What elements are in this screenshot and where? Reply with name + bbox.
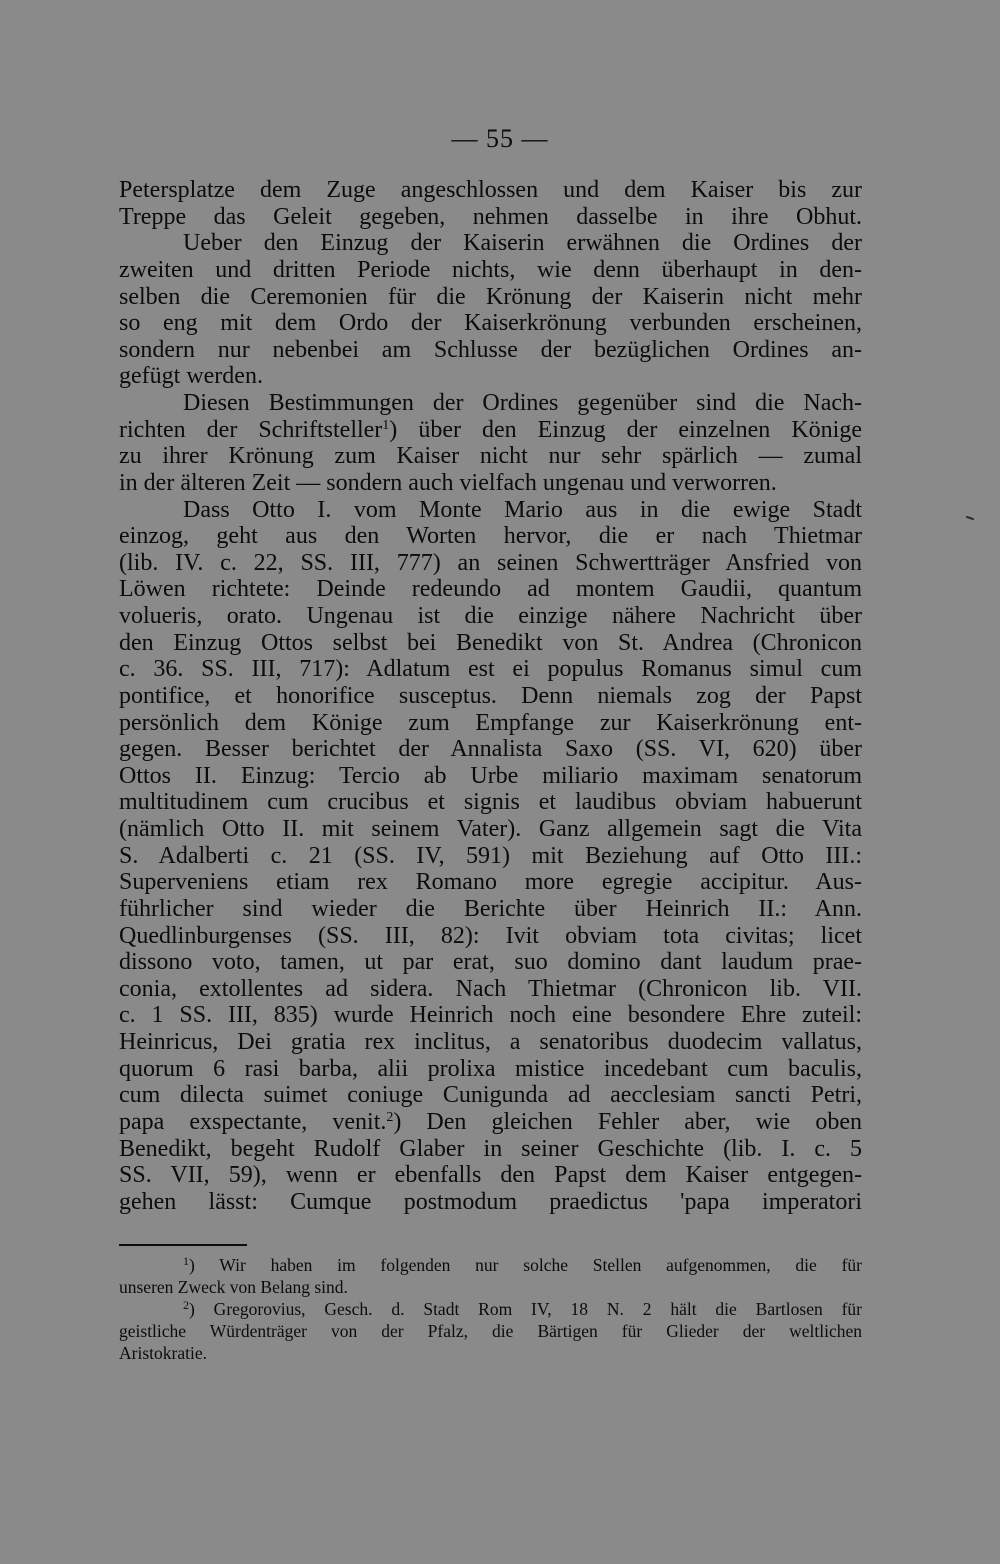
text-line [119, 523, 862, 550]
text-line-content: einzog, geht aus den Worten hervor, die er nach Thietmar [119, 523, 862, 550]
text-line [119, 497, 862, 524]
text-line-content: pontifice, et honorifice susceptus. Denn niemals zog der Papst [119, 682, 862, 709]
text-line [119, 603, 862, 630]
text-line [119, 1056, 862, 1083]
text-line-content: multitudinem cum crucibus et signis et laudibus obviam habuerunt [119, 789, 862, 816]
text-line-content: Heinricus, Dei gratia rex inclitus, a senatoribus duodecim vallatus, [119, 1029, 862, 1055]
text-line [119, 736, 862, 763]
text-line [119, 1162, 862, 1189]
text-line-content: persönlich dem Könige zum Empfange zur Kaiserkrönung ent- [119, 709, 862, 736]
text-line-content: dissono voto, tamen, ut par erat, suo domino dant laudum prae- [119, 949, 862, 976]
text-line-content: Löwen richtete: Deinde redeundo ad montem Gaudii, quantum [119, 576, 862, 603]
text-line [119, 683, 862, 710]
text-line-content: c. 1 SS. III, 835) wurde Heinrich noch eine besondere Ehre zuteil: [119, 1002, 862, 1029]
scan-speck [966, 516, 974, 521]
text-line [119, 230, 862, 257]
footnote-text: ) Gregorovius, Gesch. d. Stadt Rom IV, 18 N. 2 hält die Bartlosen für [189, 1299, 862, 1320]
text-line [119, 789, 862, 816]
text-line-content: Superveniens etiam rex Romano more egregie accipitur. Aus- [119, 869, 862, 896]
text-line-content: sondern nur nebenbei am Schlusse der bezüglichen Ordines an- [119, 336, 862, 363]
text-line [119, 1109, 862, 1136]
text-line-content: gefügt werden. [119, 363, 263, 390]
text-line-content: zu ihrer Krönung zum Kaiser nicht nur sehr spärlich — zumal [119, 443, 862, 470]
footnote-number: 2 [183, 1298, 189, 1313]
footnote-text: ) Wir haben im folgenden nur solche Stellen aufgenommen, die für [189, 1255, 862, 1275]
text-line-continuation: ) über den Einzug der einzelnen Könige [389, 416, 862, 443]
text-line [119, 896, 862, 923]
text-line-content: gegen. Besser berichtet der Annalista Saxo (SS. VI, 620) über [119, 736, 862, 763]
footnote-line [119, 1298, 862, 1320]
text-line [119, 257, 862, 284]
text-line-content: Petersplatze dem Zuge angeschlossen und dem Kaiser bis zur [119, 177, 862, 203]
text-line-content: Dass Otto I. vom Monte Mario aus in die ewige Stadt [183, 496, 862, 523]
footnote-line [119, 1320, 862, 1342]
text-line [119, 763, 862, 790]
text-line-content: Benedikt, begeht Rudolf Glaber in seiner Geschichte (lib. I. c. 5 [119, 1135, 862, 1162]
text-line [119, 550, 862, 577]
body-text [119, 177, 862, 1215]
text-line [119, 284, 862, 311]
text-line-content: papa exspectante, venit. [119, 1108, 387, 1135]
text-line-content: den Einzug Ottos selbst bei Benedikt von St. Andrea (Chronicon [119, 629, 862, 656]
text-line [119, 417, 862, 444]
text-line [119, 1136, 862, 1163]
text-line-content: S. Adalberti c. 21 (SS. IV, 591) mit Beziehung auf Otto III.: [119, 842, 862, 869]
footnote-text: geistliche Würdenträger von der Pfalz, die Bärtigen für Glieder der weltlichen [119, 1321, 862, 1342]
text-line [119, 470, 862, 497]
text-line [119, 310, 862, 337]
text-line [119, 443, 862, 470]
text-line-content: zweiten und dritten Periode nichts, wie denn überhaupt in den- [119, 256, 862, 283]
text-line-content: führlicher sind wieder die Berichte über Heinrich II.: Ann. [119, 895, 862, 922]
text-line-content: (lib. IV. c. 22, SS. III, 777) an seinen Schwertträger Ansfried von [119, 549, 862, 576]
footnotes [119, 1254, 862, 1364]
text-line [119, 1029, 862, 1056]
text-line [119, 363, 862, 390]
text-line [119, 1189, 862, 1216]
text-line [119, 337, 862, 364]
text-line-continuation: ) Den gleichen Fehler aber, wie oben [393, 1108, 862, 1135]
footnote-line [119, 1276, 862, 1298]
text-line [119, 656, 862, 683]
text-line [119, 177, 862, 204]
text-line [119, 1082, 862, 1109]
text-line [119, 204, 862, 231]
footnote-line [119, 1342, 862, 1364]
footnote-marker: 2 [386, 1109, 394, 1125]
footnote-text: unseren Zweck von Belang sind. [119, 1277, 348, 1298]
footnote-line [119, 1254, 862, 1276]
text-line-content: Ueber den Einzug der Kaiserin erwähnen die Ordines der [183, 230, 862, 257]
text-line-content: conia, extollentes ad sidera. Nach Thietmar (Chronicon lib. VII. [119, 975, 862, 1002]
text-line-content: Ottos II. Einzug: Tercio ab Urbe miliario maximam senatorum [119, 762, 862, 789]
footnote-text: Aristokratie. [119, 1343, 207, 1364]
text-line-content: quorum 6 rasi barba, alii prolixa mistice incedebant cum baculis, [119, 1055, 862, 1082]
text-line [119, 923, 862, 950]
text-line [119, 949, 862, 976]
text-line-content: c. 36. SS. III, 717): Adlatum est ei populus Romanus simul cum [119, 656, 862, 683]
footnote-marker: 1 [382, 417, 390, 433]
text-line-content: gehen lässt: Cumque postmodum praedictus 'papa imperatori [119, 1188, 862, 1215]
text-line [119, 576, 862, 603]
text-line-content: richten der Schriftsteller [119, 416, 383, 443]
text-line-content: (nämlich Otto II. mit seinem Vater). Ganz allgemein sagt die Vita [119, 816, 862, 842]
text-line [119, 843, 862, 870]
text-line-content: Quedlinburgenses (SS. III, 82): Ivit obviam tota civitas; licet [119, 922, 862, 949]
text-line-content: so eng mit dem Ordo der Kaiserkrönung verbunden erscheinen, [119, 310, 862, 337]
text-line [119, 816, 862, 843]
text-line [119, 1002, 862, 1029]
text-line [119, 390, 862, 417]
text-line-content: Diesen Bestimmungen der Ordines gegenüber sind die Nach- [183, 390, 862, 416]
text-line [119, 630, 862, 657]
text-line-content: Treppe das Geleit gegeben, nehmen dasselbe in ihre Obhut. [119, 203, 862, 230]
text-line-content: SS. VII, 59), wenn er ebenfalls den Papst dem Kaiser entgegen- [119, 1162, 862, 1189]
text-line [119, 869, 862, 896]
text-line-content: selben die Ceremonien für die Krönung der Kaiserin nicht mehr [119, 283, 862, 310]
text-line-content: cum dilecta suimet coniuge Cunigunda ad aecclesiam sancti Petri, [119, 1082, 862, 1109]
text-line-content: in der älteren Zeit — sondern auch vielfach ungenau und verworren. [119, 469, 777, 496]
footnote-rule [119, 1244, 247, 1246]
footnote-number: 1 [183, 1254, 189, 1268]
page-number: — 55 — [451, 124, 549, 153]
text-line [119, 710, 862, 737]
text-line-content: volueris, orato. Ungenau ist die einzige nähere Nachricht über [119, 603, 862, 629]
text-line [119, 976, 862, 1003]
